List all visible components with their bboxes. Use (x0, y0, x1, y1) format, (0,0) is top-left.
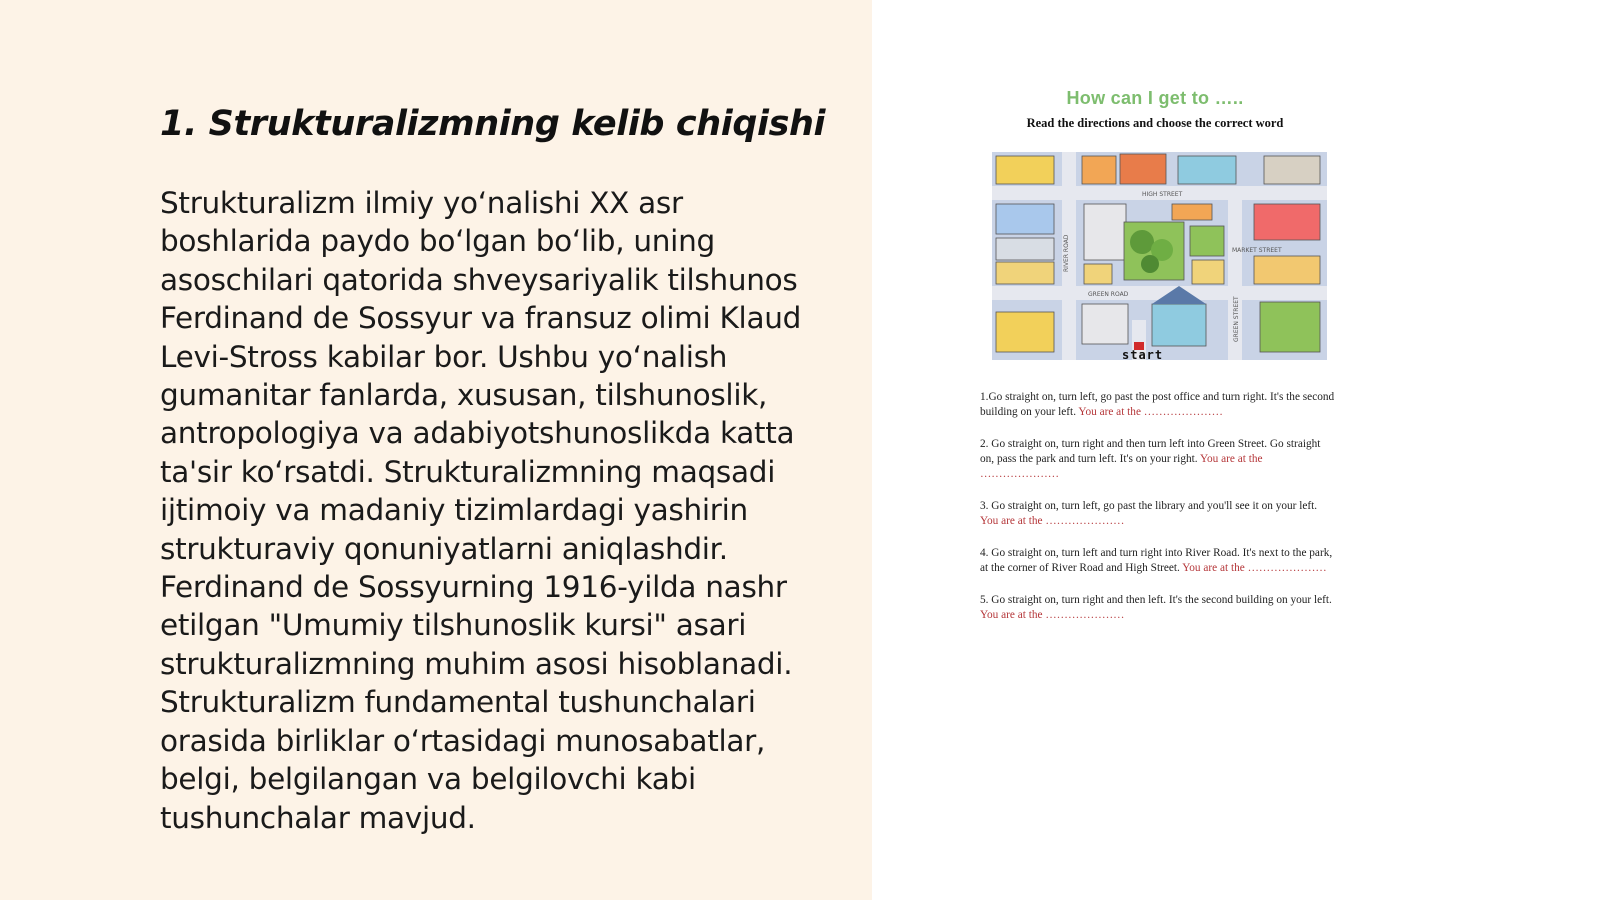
building-icon (1082, 304, 1128, 344)
worksheet-image (980, 84, 1335, 654)
worksheet-subtitle: Read the directions and choose the correct word (1026, 116, 1284, 130)
building-icon (996, 262, 1054, 284)
street-label: RIVER ROAD (1063, 234, 1070, 272)
worksheet-title: How can I get to ….. (1066, 88, 1244, 108)
street-label: HIGH STREET (1142, 191, 1183, 198)
street-label: GREEN STREET (1233, 296, 1240, 342)
tree-icon (1130, 230, 1154, 254)
building-icon (1264, 156, 1320, 184)
street-label: MARKET STREET (1232, 247, 1282, 254)
town-map (992, 152, 1327, 360)
street-label: GREEN ROAD (1088, 291, 1129, 298)
building-icon (996, 312, 1054, 352)
start-label: start (1122, 348, 1164, 360)
tree-icon (1141, 255, 1159, 273)
building-icon (1084, 264, 1112, 284)
building-icon (1084, 204, 1126, 260)
building-icon (1152, 304, 1206, 346)
question-item (980, 593, 1335, 623)
question-item (980, 437, 1335, 482)
slide-title: 1. Strukturalizmning kelib chiqishi (160, 104, 826, 144)
slide-body: Strukturalizm ilmiy yo‘nalishi XX asr boshlarida paydo bo‘lgan bo‘lib, uning asoschilari qatorida shveysariyalik tilshunos Ferdinand de Sossyur va fransuz olimi Klaud Levi-Stross kabilar bor. Ushbu yo‘nalish gumanitar fanlarda, xususan, tilshunoslik, antropologiya va adabiyotshunoslikda katta ta'sir ko‘rsatdi. Strukturalizmning maqsadi ijtimoiy va madaniy tizimlardagi yashirin strukturaviy qonuniyatlarni aniqlashdir. Ferdinand de Sossyurning 1916-yilda nashr etilgan "Umumiy tilshunoslik kursi" asari strukturalizmning muhim asosi hisoblanadi. Strukturalizm fundamental tushunchalari orasida birliklar o‘rtasidagi munosabatlar, belgi, belgilangan va belgilovchi kabi tushunchalar mavjud. (160, 186, 802, 835)
answer-prompt: You are at the ………………… (1078, 406, 1223, 418)
building-icon (1120, 154, 1166, 184)
building-icon (996, 204, 1054, 234)
question-item (980, 546, 1335, 576)
answer-prompt: You are at the ………………… (980, 515, 1125, 527)
building-icon (1254, 204, 1320, 240)
building-icon (1190, 226, 1224, 256)
answer-prompt: You are at the ………………… (980, 609, 1125, 621)
building-icon (1254, 256, 1320, 284)
question-item (980, 390, 1335, 420)
question-text: 2. Go straight on, turn right and then turn left into Green Street. Go straight on, pass the park and turn left. It's on your right. (980, 438, 1321, 465)
building-icon (996, 156, 1054, 184)
building-icon (1192, 260, 1224, 284)
question-text: 3. Go straight on, turn left, go past the library and you'll see it on your left. (980, 500, 1318, 512)
building-icon (996, 238, 1054, 260)
question-text: 1.Go straight on, turn left, go past the post office and turn right. It's the second building on your left. (980, 391, 1335, 418)
question-text: 5. Go straight on, turn right and then left. It's the second building on your left. (980, 594, 1332, 606)
answer-prompt: You are at the ………………… (980, 453, 1263, 480)
worksheet-questions (980, 390, 1335, 640)
question-item (980, 499, 1335, 529)
road-green-road (992, 286, 1327, 300)
building-icon (1260, 302, 1320, 352)
question-text: 4. Go straight on, turn left and turn right into River Road. It's next to the park, at the corner of River Road and High Street. (980, 547, 1333, 574)
building-icon (1178, 156, 1236, 184)
building-icon (1172, 204, 1212, 220)
building-icon (1082, 156, 1116, 184)
answer-prompt: You are at the ………………… (1182, 562, 1327, 574)
